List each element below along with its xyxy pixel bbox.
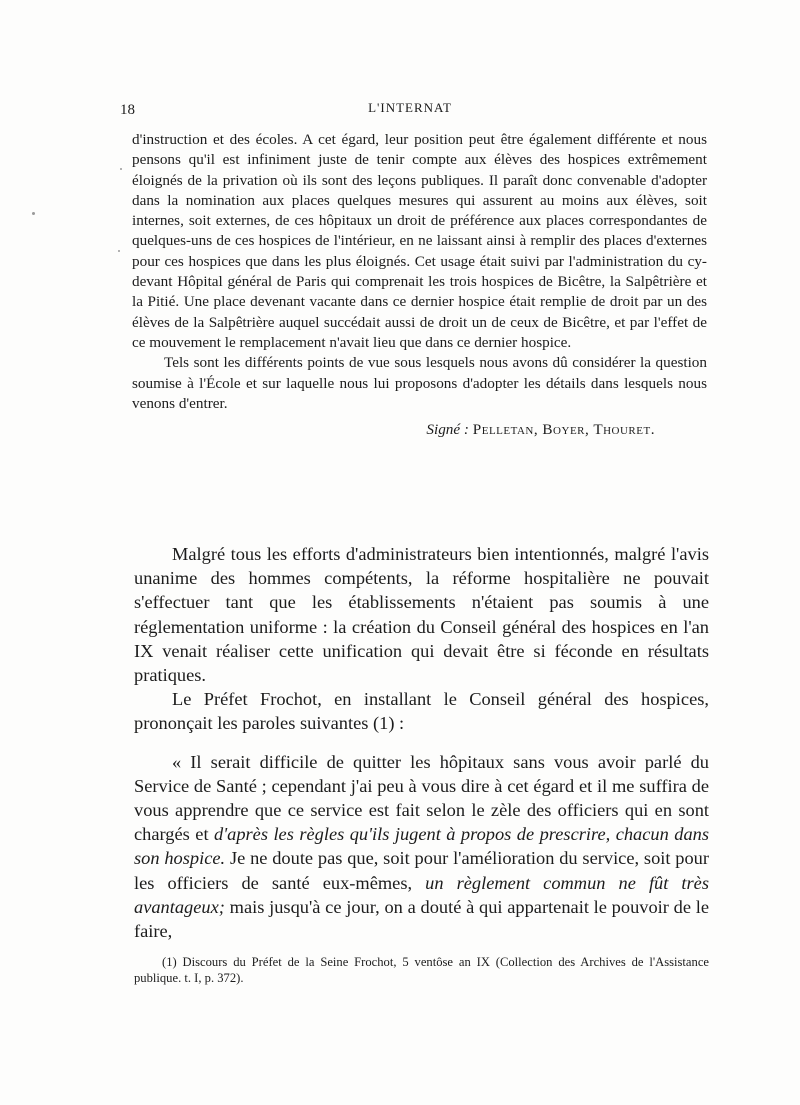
body-paragraph: Malgré tous les efforts d'administrateurs bien intentionnés, malgré l'avis unanime des hommes compétents, la réforme hospitalière ne pouvait s'effectuer tant que les établissements n'étaient pas soumis à une réglementation uniforme : la création du Conseil général des hospices en l'an IX venait réaliser cette unification qui devait être si féconde en résultats pratiques.: [134, 544, 709, 686]
signature-names: Pelletan, Boyer, Thouret.: [472, 421, 655, 439]
report-paragraph: Tels sont les différents points de vue sous lesquels nous avons dû considérer la question soumise à l'École et sur laquelle nous lui proposons d'adopter les détails dans lesquels nous venons d'entrer.: [132, 354, 707, 412]
quote-emphasis: d'après les règles qu'ils jugent à propos de prescrire, chacun dans son hospice.: [134, 824, 709, 869]
report-paragraph: d'instruction et des écoles. A cet égard, leur position peut être également différente et nous pensons qu'il est infiniment juste de tenir compte aux élèves des hospices extrêmement éloignés de la privation où ils sont des leçons publiques. Il paraît donc convenable d'adopter dans la nomination aux places quelques mesures qui assurent au moins aux élèves, soit internes, soit externes, de ces hôpitaux un droit de préférence aux places correspondantes de quelques-uns de ces hospices de l'intérieur, en ne laissant ainsi à remplir des places d'externes pour ces hospices que dans les plus éloignés. Cet usage était suivi par l'administration du cy-devant Hôpital général de Paris qui comprenait les trois hospices de Bicêtre, la Salpêtrière et la Pitié. Une place devenant vacante dans ce dernier hospice était remplie de droit par un des élèves de la Salpêtrière auquel succédait aussi de droit un de ceux de Bicêtre, et par l'effet de ce mouvement le remplacement n'avait lieu que dans ce dernier hospice.: [132, 131, 707, 351]
running-head: [120, 100, 700, 120]
page-speck: [120, 168, 122, 170]
page-speck: [32, 212, 35, 215]
quote-text: mais jusqu'à ce jour, on a douté à qui appartenait le pouvoir de le faire,: [134, 896, 709, 942]
quote-text: Je ne doute pas que, soit pour l'amélioration du service, soit pour les officiers de santé eux-mêmes,: [134, 848, 709, 893]
quote-text: « Il serait difficile de quitter les hôpitaux sans vous avoir parlé du Service de Santé ; cependant j'ai peu à vous dire à cet égard et il me suffira de vous apprendre que ce service est fait selon le zèle des officiers qui en sont chargés et: [134, 751, 709, 845]
running-title: L'INTERNAT: [368, 100, 452, 115]
page-number: 18: [120, 102, 135, 118]
prefect-quote: [134, 750, 709, 944]
page-speck: [118, 250, 120, 252]
footnote: (1) Discours du Préfet de la Seine Frochot, 5 ventôse an IX (Collection des Archives de l'Assistance publique. t. I, p. 372).: [134, 955, 709, 985]
body-paragraph: Le Préfet Frochot, en installant le Conseil général des hospices, prononçait les paroles suivantes (1) :: [134, 689, 709, 734]
signature-label: Signé :: [426, 421, 469, 439]
signature: [132, 420, 707, 440]
quote-emphasis: un règlement commun ne fût très avantageux;: [134, 872, 709, 917]
main-text: [134, 542, 709, 943]
quoted-report: [132, 130, 707, 440]
